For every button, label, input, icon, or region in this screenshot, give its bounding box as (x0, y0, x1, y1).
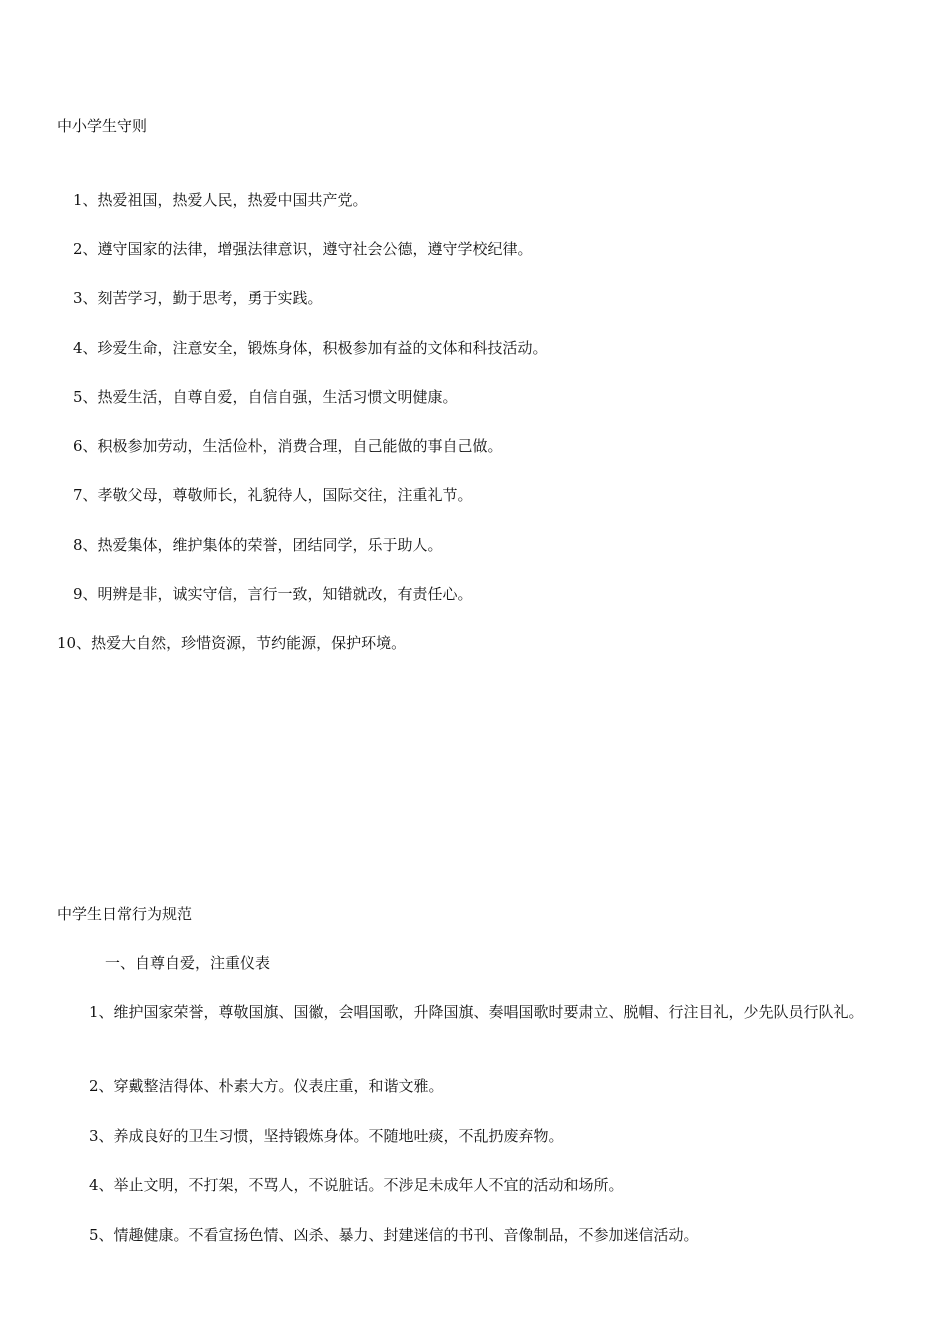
conduct-item-4: 4、举止文明，不打架，不骂人，不说脏话。不涉足未成年人不宜的活动和场所。 (89, 1176, 624, 1194)
rule-item-4: 4、珍爱生命，注意安全，锻炼身体，积极参加有益的文体和科技活动。 (73, 339, 548, 357)
conduct-item-1: 1、维护国家荣誉，尊敬国旗、国徽，会唱国歌，升降国旗、奏唱国歌时要肃立、脱帽、行注目礼，少先队员行队礼。 (89, 1003, 864, 1021)
conduct-item-3: 3、养成良好的卫生习惯，坚持锻炼身体。不随地吐痰，不乱扔废弃物。 (89, 1127, 564, 1145)
rule-item-8: 8、热爱集体，维护集体的荣誉，团结同学，乐于助人。 (73, 536, 443, 554)
rule-item-10: 10、热爱大自然，珍惜资源，节约能源，保护环境。 (57, 634, 407, 652)
rule-item-9: 9、明辨是非，诚实守信，言行一致，知错就改，有责任心。 (73, 585, 473, 603)
conduct-item-5: 5、情趣健康。不看宣扬色情、凶杀、暴力、封建迷信的书刊、音像制品，不参加迷信活动。 (89, 1226, 699, 1244)
section-title-rules: 中小学生守则 (57, 117, 148, 135)
section-title-conduct: 中学生日常行为规范 (57, 905, 193, 923)
conduct-item-2: 2、穿戴整洁得体、朴素大方。仪表庄重，和谐文雅。 (89, 1077, 444, 1095)
rule-item-2: 2、遵守国家的法律，增强法律意识，遵守社会公德，遵守学校纪律。 (73, 240, 533, 258)
rule-item-3: 3、刻苦学习，勤于思考，勇于实践。 (73, 289, 323, 307)
conduct-subheading: 一、自尊自爱，注重仪表 (105, 954, 271, 972)
rule-item-6: 6、积极参加劳动，生活俭朴，消费合理，自己能做的事自己做。 (73, 437, 503, 455)
rule-item-7: 7、孝敬父母，尊敬师长，礼貌待人，国际交往，注重礼节。 (73, 486, 473, 504)
rule-item-1: 1、热爱祖国，热爱人民，热爱中国共产党。 (73, 191, 368, 209)
rule-item-5: 5、热爱生活，自尊自爱，自信自强，生活习惯文明健康。 (73, 388, 458, 406)
